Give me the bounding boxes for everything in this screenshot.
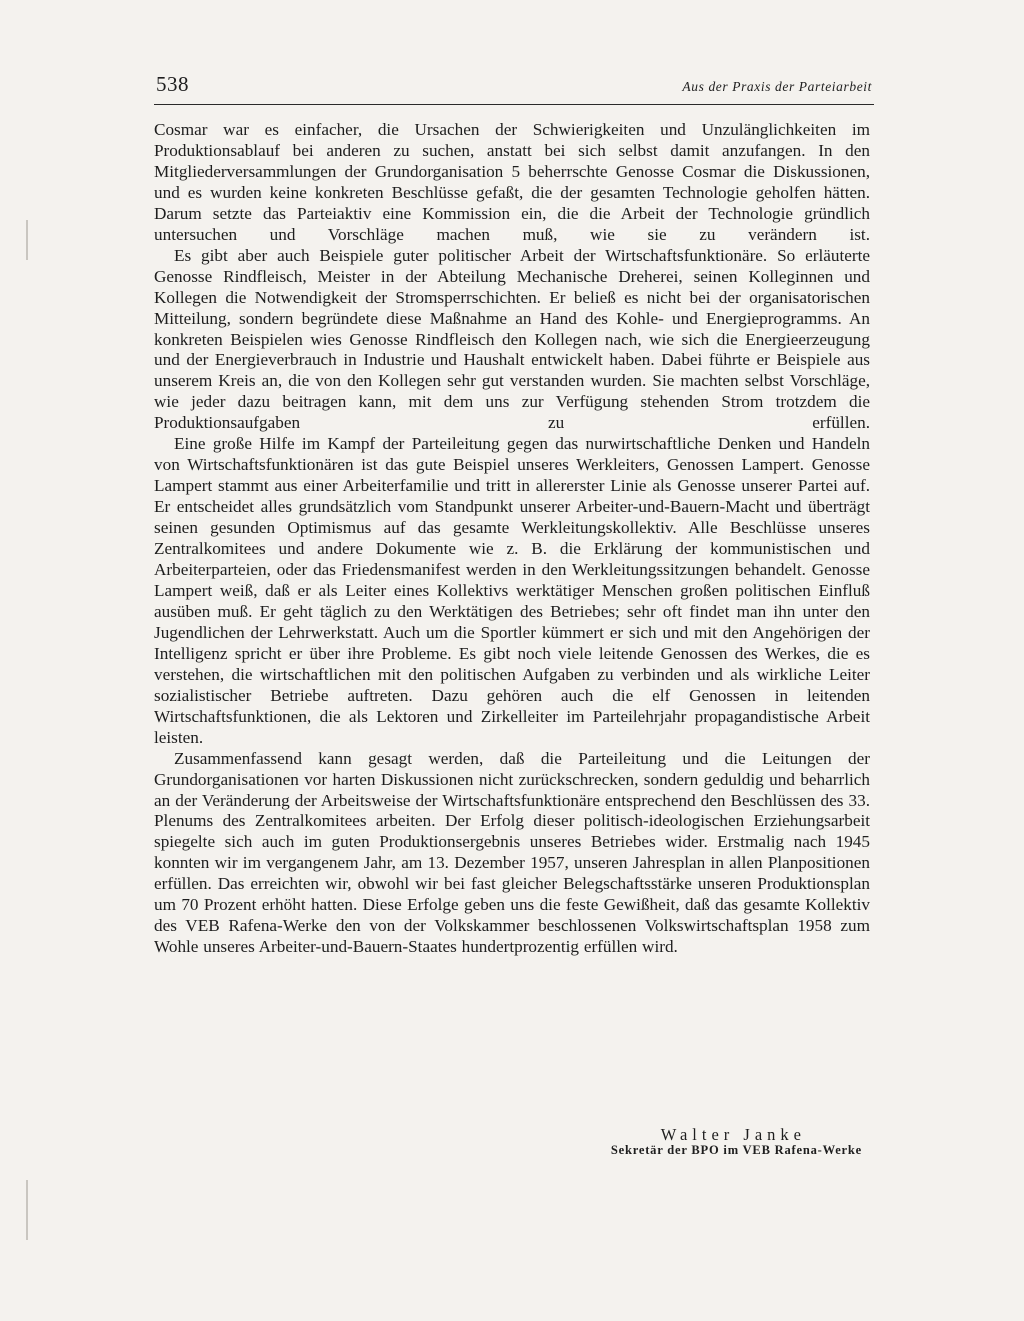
paragraph: Es gibt aber auch Beispiele guter politischer Arbeit der Wirtschaftsfunktionäre. So erläuterte Genosse Rindfleisch, Meister in der Abteilung Mechanische Dreherei, seinen Kolleginnen und Kollegen die Notwendigkeit der Stromsperrschichten. Er beließ es nicht bei der organisatorischen Mitteilung, sondern begründete diese Maßnahme an Hand des Kohle- und Energieprogramms. An konkreten Beispielen wies Genosse Rindfleisch den Kollegen nach, wie sich die Energieerzeugung und der Energieverbrauch in Industrie und Haushalt entwickelt haben. Dabei führte er Beispiele aus unserem Kreis an, die von den Kollegen sehr gut verstanden wurden. Sie machten selbst Vorschläge, wie jeder dazu beitragen kann, mit dem uns zur Verfügung stehenden Strom trotzdem die Produktionsaufgaben zu erfüllen. — [154, 245, 870, 433]
article-body — [154, 120, 870, 958]
author-signature: Walter Janke — [660, 1125, 806, 1144]
scan-margin-mark — [26, 1180, 28, 1240]
running-title: Aus der Praxis der Parteiarbeit — [682, 79, 872, 94]
page-header — [154, 72, 874, 105]
scan-margin-mark — [26, 220, 28, 260]
author-affiliation: Sekretär der BPO im VEB Rafena-Werke — [610, 1143, 862, 1157]
paragraph: Eine große Hilfe im Kampf der Parteileitung gegen das nurwirtschaftliche Denken und Handeln von Wirtschaftsfunktionären ist das gute Beispiel unseres Werkleiters, Genossen Lampert. Genosse Lampert stammt aus einer Arbeiterfamilie und tritt in allererster Linie als Genosse unserer Partei auf. Er entscheidet alles grundsätzlich vom Standpunkt unserer Arbeiter-und-Bauern-Macht und überträgt seinen gesunden Optimismus auf das gesamte Werkleitungskollektiv. Alle Beschlüsse unseres Zentralkomitees und andere Dokumente wie z. B. die Erklärung der kommunistischen und Arbeiterparteien, oder das Friedensmanifest werden in den Werkleitungssitzungen behandelt. Genosse Lampert weiß, daß er als Leiter eines Kollektivs werktätiger Menschen großen politischen Einfluß ausüben muß. Er geht täglich zu den Werktätigen des Betriebes; sehr oft findet man ihn unter den Jugendlichen der Lehrwerkstatt. Auch um die Sportler kümmert er sich und mit den Angehörigen der Intelligenz spricht er über ihre Probleme. Es gibt noch viele leitende Genossen des Werkes, die es verstehen, die wirtschaftlichen mit den politischen Aufgaben zu verbinden und als wirkliche Leiter sozialistischer Betriebe auftreten. Dazu gehören auch die elf Genossen in leitenden Wirtschaftsfunktionen, die als Lektoren und Zirkelleiter im Parteilehrjahr propagandistische Arbeit leisten. — [154, 434, 870, 747]
page-number: 538 — [156, 72, 189, 96]
paragraph: Cosmar war es einfacher, die Ursachen der Schwierigkeiten und Unzulänglichkeiten im Produktionsablauf bei anderen zu suchen, anstatt bei sich selbst damit anzufangen. In den Mitgliederversammlungen der Grundorganisation 5 beherrschte Genosse Cosmar die Diskussionen, und es wurden keine konkreten Beschlüsse gefaßt, die der gesamten Technologie geholfen hätten. Darum setzte das Parteiaktiv eine Kommission ein, die die Arbeit der Technologie gründlich untersuchen und Vorschläge machen muß, wie sie zu verändern ist. — [154, 120, 870, 244]
paragraph: Zusammenfassend kann gesagt werden, daß die Parteileitung und die Leitungen der Grundorganisationen vor harten Diskussionen nicht zurückschrecken, sondern geduldig und beharrlich an der Veränderung der Arbeitsweise der Wirtschaftsfunktionäre entsprechend den Beschlüssen des 33. Plenums des Zentralkomitees arbeiten. Der Erfolg dieser politisch-ideologischen Erziehungsarbeit spiegelte sich auch im guten Produktionsergebnis unseres Betriebes wider. Erstmalig nach 1945 konnten wir im vergangenem Jahr, am 13. Dezember 1957, unseren Jahresplan in allen Planpositionen erfüllen. Das erreichten wir, obwohl wir bei fast gleicher Belegschaftsstärke unseren Produktionsplan um 70 Prozent erhöht hatten. Diese Erfolge geben uns die feste Gewißheit, daß das gesamte Kollektiv des VEB Rafena-Werke den von der Volkskammer beschlossenen Volkswirtschaftsplan 1958 zum Wohle unseres Arbeiter-und-Bauern-Staates hundertprozentig erfüllen wird. — [154, 748, 870, 957]
